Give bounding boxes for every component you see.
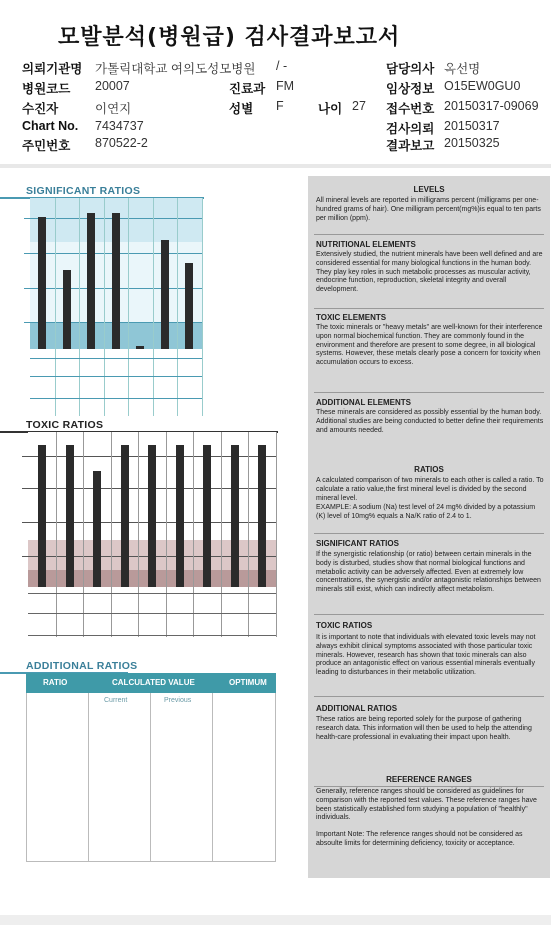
sig-mid-rule [30,376,202,377]
ar-border-3 [212,693,213,861]
sig-col-divider [153,198,154,416]
tox-bar-s-pb [258,445,266,587]
tox-bar-ca-pb [38,445,46,587]
label-resident-no: 주민번호 [22,139,71,153]
tox-col-divider [56,432,57,637]
reference-ranges-heading: REFERENCE RANGES [386,775,472,784]
sig-bar-fe-cu [185,263,193,349]
info-divider-6 [314,696,544,697]
value-department: FM [276,79,295,93]
label-result-report: 결과보고 [386,139,435,153]
value-receipt-no: 20150317-09069 [444,99,539,113]
sig-col-divider [55,198,56,416]
header-divider [0,164,551,168]
value-hospital-code: 20007 [95,79,130,93]
significant-ratios-chart [0,198,204,416]
bottom-strip [0,915,551,925]
label-chart-no: Chart No. [22,119,79,133]
sig-bar-zn-cu [112,213,120,349]
reference-ranges-text: Generally, reference ranges should be considered as guidelines for comparison with the reported test values. These reference ranges have been statistically established form studying a population of "healthly" individuals. [316,788,537,822]
significant-ratios-heading: SIGNIFICANT RATIOS [316,539,399,548]
label-age: 나이 [318,102,343,116]
value-patient: 이연지 [95,102,132,116]
ar-border-left [26,693,27,861]
col-optimum-header: OPTIMUM [229,678,267,687]
label-test-request: 검사의뢰 [386,122,435,136]
tox-bar-s-cd [231,445,239,587]
additional-ratios-title: ADDITIONAL RATIOS [26,660,138,672]
ar-border-1 [88,693,89,861]
sub-current: Current [104,697,128,704]
label-receipt-no: 접수번호 [386,102,435,116]
tox-bar-se-hg [121,445,129,587]
toxic-elements-text: The toxic minerals or "heavy metals" are well-known for their interference upon normal biochemical function. They are commonly found in the environment and therefore are present to some degree, in all biological systems. However, these metals clearly pose a concern for toxicity when accumulation occurs to excess. [316,324,543,367]
info-divider-2 [314,308,544,309]
additional-ratios-text: These ratios are being reported solely for the purpose of gathering research data. This information will then be used to help the attending health-care professional in evaluating their impact upon health. [316,716,532,741]
tox-col-divider [276,432,277,637]
tox-col-divider [138,432,139,637]
sig-bar-ca-p [38,217,46,349]
page-title: 모발분석(병원급) 검사결과보고서 [58,25,401,50]
toxic-ratios-text: It is important to note that individuals with elevated toxic levels may not always exhibit clinical symptoms associated with those particular toxic minerals. However, research has shown that toxic minerals can also produce an antagonistic effect on various essential minerals eventually leading to disturbances in their metabolic utilization. [316,634,536,677]
sig-bar-ca-k [87,213,95,349]
levels-heading: LEVELS [413,185,445,194]
sig-col-divider [202,198,203,416]
important-note: Important Note: The reference ranges should not be considered as absoulte limits for determining deficiency, toxicity or acceptance. [316,831,523,847]
tox-head-rule [28,593,276,594]
significant-ratios-title: SIGNIFICANT RATIOS [26,185,141,197]
tox-col-divider [166,432,167,637]
label-patient: 수진자 [22,102,59,116]
tox-mid-rule [28,613,276,614]
info-divider-3 [314,392,544,393]
ratios-text: A calculated comparison of two minerals to each other is called a ratio. To calculate a ratio value,the first mineral level is divided by the second mineral level. [316,477,544,502]
ar-bottom-rule [26,861,276,862]
value-institution: 가톨릭대학교 여의도성모병원 [95,62,256,76]
nutritional-text: Extensively studied, the nutrient minerals have been well defined and are considered essential for many biological functions in the human body. They play key roles in such metabolic processes as muscular activity, endocrine function, reproduction, skeletal integrity and overall development. [316,251,543,294]
toxic-ratios-heading: TOXIC RATIOS [316,621,373,630]
ratios-heading: RATIOS [414,465,444,474]
tox-col-divider [221,432,222,637]
tox-bar-fe-pb [66,445,74,587]
tox-bar-s-hg [203,445,211,587]
info-divider-5 [314,614,544,615]
label-sex: 성별 [229,102,254,116]
additional-ratios-heading: ADDITIONAL RATIOS [316,704,398,713]
sig-head-rule [30,358,202,359]
additional-ratios-rows [0,0,1,1]
value-test-request: 20150317 [444,119,500,133]
label-doctor: 담당의사 [386,62,435,76]
value-age: 27 [352,99,366,113]
ratios-example: EXAMPLE: A sodium (Na) test level of 24 mg% divided by a potassium (K) level of 10mg% equals a Na/K ratio of 2.4 to 1. [316,504,536,520]
sig-col-divider [177,198,178,416]
additional-elements-text: These minerals are considered as possibly essential by the human body. Additional studies are being conducted to better define their requirements and amounts needed. [316,409,544,434]
ar-border-right [275,693,276,861]
significant-ratios-text: If the synergistic relationship (or ratio) between certain minerals in the body is disturbed, studies show that normal biological functions and metabolic activity can be adversely affected. Even at extremely low concentrations, the synergistic and/or antagonistic relationships between minerals still exist, which can indirectly affect metabolism. [316,551,541,594]
sig-bottom-rule [30,398,202,399]
tox-bar-zn-cd [148,445,156,587]
label-clinical-info: 임상정보 [386,82,435,96]
label-hospital-code: 병원코드 [22,82,71,96]
levels-text: All mineral levels are reported in milligrams percent (milligrams per one-hundred grams of hair). One milligram percent(mg%)is equal to ten parts per million (ppm). [316,197,541,222]
tox-col-divider [83,432,84,637]
info-divider-7 [314,786,544,787]
sig-bar-ca-mg [161,240,169,349]
col-calculated-header: CALCULATED VALUE [112,678,195,687]
tox-col-divider [248,432,249,637]
toxic-ratios-chart [0,432,278,642]
tox-col-divider [111,432,112,637]
ar-border-2 [150,693,151,861]
sig-col-divider [79,198,80,416]
nutritional-heading: NUTRITIONAL ELEMENTS [316,240,416,249]
header-row-1 [22,59,82,77]
sub-previous: Previous [164,697,192,704]
value-chart-no: 7434737 [95,119,144,133]
col-ratio-header: RATIO [43,678,68,687]
toxic-elements-heading: TOXIC ELEMENTS [316,313,387,322]
label-department: 진료과 [229,82,266,96]
info-divider-1 [314,234,544,235]
additional-elements-heading: ADDITIONAL ELEMENTS [316,398,411,407]
value-sex: F [276,99,284,113]
additional-ratios-header [26,673,276,693]
label-institution: 의뢰기관명 [22,62,83,76]
tox-bottom-rule [28,635,276,636]
sig-bar-na-k [63,270,71,349]
info-divider-4 [314,533,544,534]
value-result-report: 20150325 [444,136,500,150]
tox-col-divider [193,432,194,637]
sig-col-divider [104,198,105,416]
tox-bar-zn-hg [176,445,184,587]
toxic-ratios-title: TOXIC RATIOS [26,419,104,431]
tox-bar-fe-hg [93,471,101,587]
value-clinical-info: O15EW0GU0 [444,79,521,93]
sig-bar-na-mg [136,346,144,349]
sig-col-divider [128,198,129,416]
info-panel [308,176,550,878]
value-institution-dept: / - [276,59,288,73]
value-doctor: 옥선명 [444,62,481,76]
value-resident-no: 870522-2 [95,136,148,150]
